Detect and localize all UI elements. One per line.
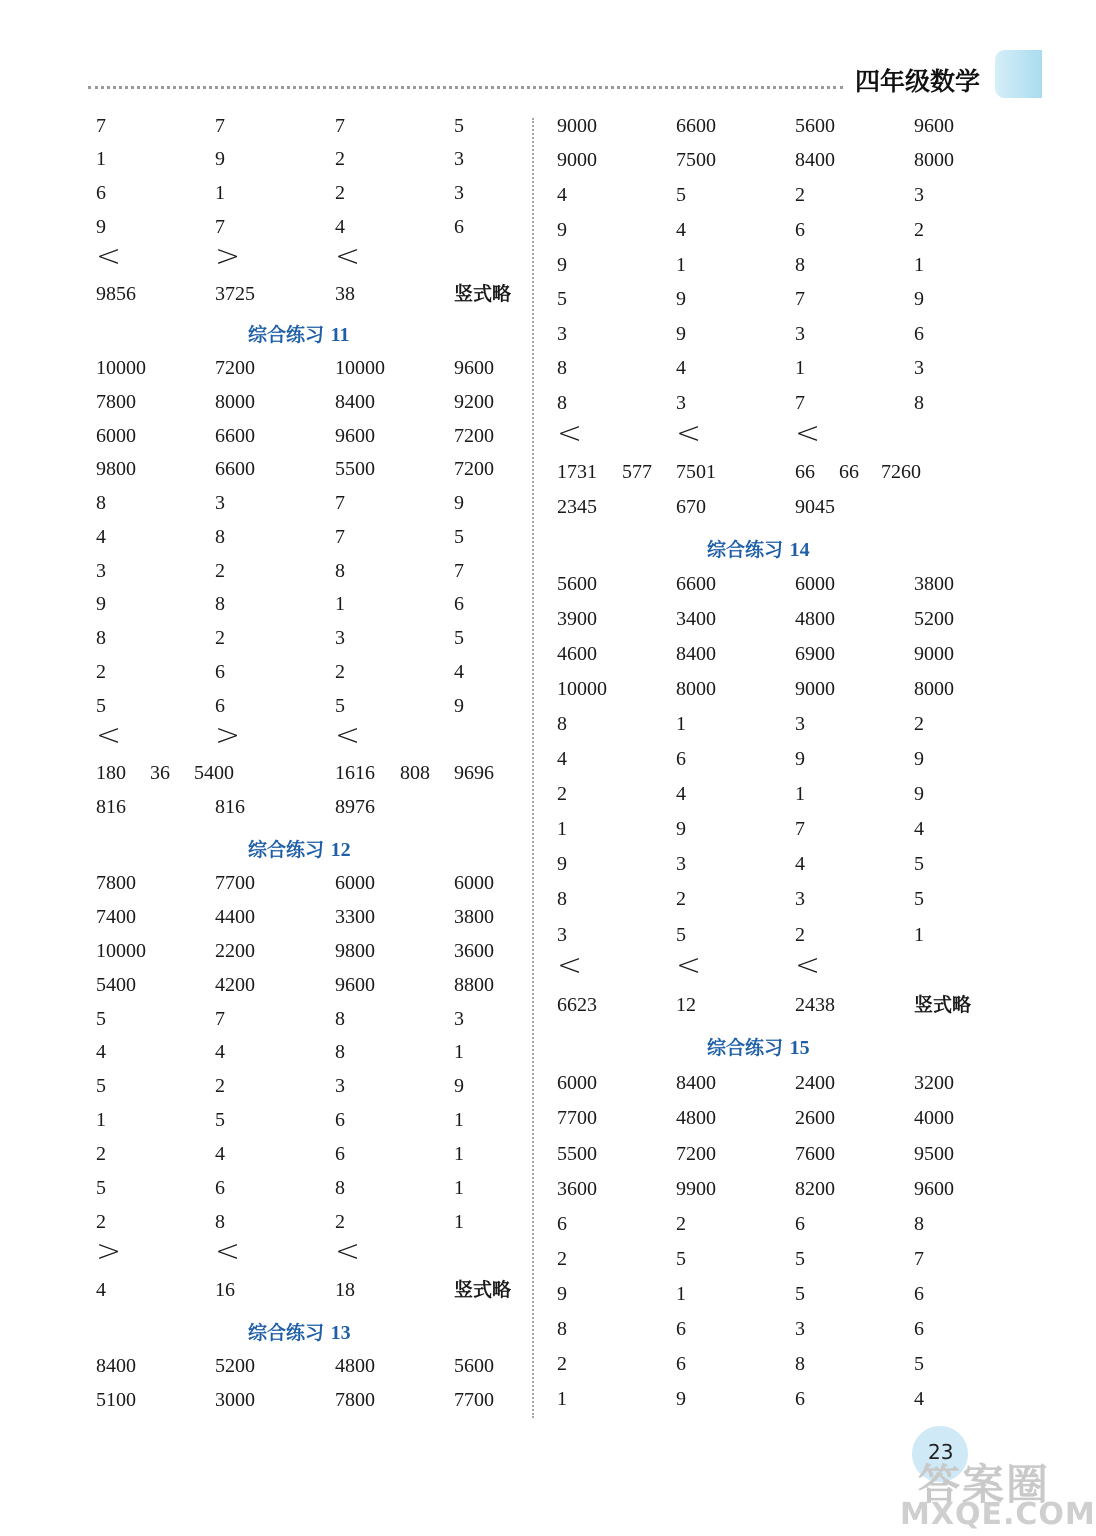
answer-cell: 5 bbox=[96, 1177, 106, 1199]
answer-cell: 1731 bbox=[557, 461, 597, 483]
answer-cell: 5 bbox=[454, 526, 464, 548]
answer-cell: 2 bbox=[96, 661, 106, 683]
answer-cell: 6 bbox=[676, 1318, 686, 1340]
answer-cell: 6 bbox=[454, 216, 464, 238]
answer-cell: 6 bbox=[454, 593, 464, 615]
answer-cell: 1 bbox=[454, 1211, 464, 1233]
answer-cell: 670 bbox=[676, 496, 706, 518]
answer-cell: 6 bbox=[557, 1213, 567, 1235]
answer-cell: 1 bbox=[335, 593, 345, 615]
answer-cell: 9500 bbox=[914, 1143, 954, 1165]
answer-cell: 7400 bbox=[96, 906, 136, 928]
answer-cell: 180 bbox=[96, 762, 126, 784]
answer-cell: 1 bbox=[676, 1283, 686, 1305]
answer-cell: 1 bbox=[676, 713, 686, 735]
answer-cell: 9600 bbox=[454, 357, 494, 379]
answer-cell: 6 bbox=[795, 219, 805, 241]
answer-cell: 3800 bbox=[914, 573, 954, 595]
section-title-label: 综合练习 bbox=[707, 1037, 784, 1059]
answer-cell: 5400 bbox=[96, 974, 136, 996]
answer-cell: 577 bbox=[622, 461, 652, 483]
answer-cell: 7 bbox=[335, 492, 345, 514]
answer-cell: 9 bbox=[676, 818, 686, 840]
answer-cell: 4 bbox=[914, 818, 924, 840]
section-title-label: 综合练习 bbox=[248, 324, 325, 346]
answer-cell: 2 bbox=[557, 783, 567, 805]
answer-cell: > bbox=[215, 239, 241, 274]
answer-cell: 8800 bbox=[454, 974, 494, 996]
answer-cell: 5 bbox=[454, 115, 464, 137]
answer-cell: 8400 bbox=[676, 643, 716, 665]
answer-cell: 8 bbox=[557, 357, 567, 379]
answer-cell: 3800 bbox=[454, 906, 494, 928]
answer-cell: 9800 bbox=[96, 458, 136, 480]
section-title bbox=[248, 835, 351, 862]
answer-cell: 4800 bbox=[676, 1107, 716, 1129]
answer-cell: 9696 bbox=[454, 762, 494, 784]
answer-cell: 9800 bbox=[335, 940, 375, 962]
answer-cell: 6 bbox=[335, 1143, 345, 1165]
answer-cell: 16 bbox=[215, 1279, 235, 1301]
answer-cell: < bbox=[557, 948, 583, 983]
answer-cell: 6600 bbox=[676, 573, 716, 595]
answer-cell: 9 bbox=[676, 288, 686, 310]
answer-cell: 816 bbox=[215, 796, 245, 818]
answer-cell: 3 bbox=[795, 323, 805, 345]
answer-cell: < bbox=[676, 416, 702, 451]
answer-cell: 7200 bbox=[215, 357, 255, 379]
answer-cell: 5 bbox=[795, 1248, 805, 1270]
answer-cell: 8 bbox=[215, 526, 225, 548]
answer-cell: 8976 bbox=[335, 796, 375, 818]
answer-cell: 2 bbox=[914, 713, 924, 735]
answer-cell: 9 bbox=[914, 748, 924, 770]
answer-cell: 816 bbox=[96, 796, 126, 818]
answer-cell: 7800 bbox=[335, 1389, 375, 1411]
answer-cell: < bbox=[215, 1234, 241, 1269]
answer-cell: 7800 bbox=[96, 391, 136, 413]
answer-cell: 4 bbox=[335, 216, 345, 238]
answer-cell: 3 bbox=[454, 148, 464, 170]
answer-cell: < bbox=[335, 718, 361, 753]
answer-cell: 2 bbox=[795, 184, 805, 206]
answer-cell: 7600 bbox=[795, 1143, 835, 1165]
answer-cell: 5 bbox=[676, 1248, 686, 1270]
answer-cell: 7200 bbox=[676, 1143, 716, 1165]
answer-cell: 8400 bbox=[676, 1072, 716, 1094]
answer-cell: 9 bbox=[557, 1283, 567, 1305]
answer-cell: 9900 bbox=[676, 1178, 716, 1200]
answer-cell: 6 bbox=[676, 1353, 686, 1375]
answer-cell: 8 bbox=[914, 1213, 924, 1235]
answer-cell: 1 bbox=[96, 1109, 106, 1131]
answer-cell: 4 bbox=[215, 1041, 225, 1063]
answer-cell: 6000 bbox=[335, 872, 375, 894]
answer-cell: 8400 bbox=[96, 1355, 136, 1377]
answer-cell: 3 bbox=[454, 182, 464, 204]
answer-cell: 6600 bbox=[676, 115, 716, 137]
answer-cell: 7 bbox=[795, 288, 805, 310]
answer-cell: 8 bbox=[557, 713, 567, 735]
answer-cell: 4800 bbox=[795, 608, 835, 630]
answer-cell: 8200 bbox=[795, 1178, 835, 1200]
answer-cell: 6900 bbox=[795, 643, 835, 665]
answer-cell: 8 bbox=[335, 560, 345, 582]
answer-cell: 7 bbox=[795, 818, 805, 840]
answer-cell: 9000 bbox=[914, 643, 954, 665]
watermark-url: MXQE.COM bbox=[900, 1497, 1096, 1532]
answer-cell: 5 bbox=[454, 627, 464, 649]
answer-cell: 5600 bbox=[557, 573, 597, 595]
answer-cell: 3 bbox=[795, 888, 805, 910]
answer-cell: 8 bbox=[557, 1318, 567, 1340]
answer-cell: 3400 bbox=[676, 608, 716, 630]
answer-cell: 7200 bbox=[454, 425, 494, 447]
answer-cell: 2 bbox=[676, 1213, 686, 1235]
answer-cell: 3 bbox=[914, 357, 924, 379]
answer-cell: 竖式略 bbox=[914, 994, 972, 1016]
answer-cell: 8 bbox=[215, 593, 225, 615]
answer-cell: 7700 bbox=[215, 872, 255, 894]
answer-cell: 2 bbox=[335, 1211, 345, 1233]
answer-cell: 7 bbox=[795, 392, 805, 414]
answer-cell: 9600 bbox=[335, 974, 375, 996]
answer-cell: 7260 bbox=[881, 461, 921, 483]
answer-cell: 5 bbox=[335, 695, 345, 717]
answer-cell: 9600 bbox=[914, 115, 954, 137]
answer-cell: 9000 bbox=[795, 678, 835, 700]
answer-cell: 5 bbox=[557, 288, 567, 310]
answer-cell: 6000 bbox=[96, 425, 136, 447]
answer-cell: 3 bbox=[215, 492, 225, 514]
answer-cell: 38 bbox=[335, 283, 355, 305]
answer-cell: 3 bbox=[795, 713, 805, 735]
answer-cell: 6 bbox=[96, 182, 106, 204]
header-title: 四年级数学 bbox=[855, 67, 981, 96]
answer-cell: 3 bbox=[335, 1075, 345, 1097]
answer-cell: 7 bbox=[454, 560, 464, 582]
answer-cell: 6 bbox=[914, 1283, 924, 1305]
answer-cell: 8 bbox=[335, 1008, 345, 1030]
answer-cell: 2 bbox=[215, 627, 225, 649]
answer-cell: 5 bbox=[96, 1075, 106, 1097]
section-title bbox=[707, 535, 810, 562]
section-title-number: 12 bbox=[330, 839, 351, 861]
answer-cell: 3000 bbox=[215, 1389, 255, 1411]
answer-cell: 6000 bbox=[454, 872, 494, 894]
answer-cell: 3 bbox=[96, 560, 106, 582]
answer-cell: 2 bbox=[557, 1248, 567, 1270]
section-title-label: 综合练习 bbox=[248, 1322, 325, 1344]
answer-cell: 2345 bbox=[557, 496, 597, 518]
answer-cell: 3 bbox=[676, 853, 686, 875]
answer-cell: 4 bbox=[96, 526, 106, 548]
answer-cell: < bbox=[557, 416, 583, 451]
section-title-number: 14 bbox=[789, 539, 810, 561]
answer-cell: 6600 bbox=[215, 458, 255, 480]
answer-cell: 9 bbox=[454, 1075, 464, 1097]
answer-cell: 1 bbox=[454, 1143, 464, 1165]
answer-cell: 4 bbox=[795, 853, 805, 875]
answer-cell: 4 bbox=[215, 1143, 225, 1165]
answer-cell: 9600 bbox=[914, 1178, 954, 1200]
answer-cell: 9600 bbox=[335, 425, 375, 447]
answer-cell: 7800 bbox=[96, 872, 136, 894]
answer-cell: < bbox=[96, 239, 122, 274]
answer-cell: 9 bbox=[215, 148, 225, 170]
answer-cell: 6 bbox=[914, 1318, 924, 1340]
answer-cell: 4 bbox=[676, 219, 686, 241]
section-title bbox=[248, 320, 350, 347]
answer-cell: 5 bbox=[914, 888, 924, 910]
answer-cell: 1 bbox=[795, 357, 805, 379]
answer-cell: 5500 bbox=[335, 458, 375, 480]
answer-cell: 8400 bbox=[335, 391, 375, 413]
answer-cell: 2 bbox=[335, 182, 345, 204]
section-title-label: 综合练习 bbox=[248, 839, 325, 861]
answer-cell: 10000 bbox=[96, 357, 146, 379]
answer-cell: 8 bbox=[215, 1211, 225, 1233]
answer-cell: 2 bbox=[335, 661, 345, 683]
answer-cell: 9 bbox=[914, 288, 924, 310]
answer-cell: 9 bbox=[557, 853, 567, 875]
section-title-number: 11 bbox=[330, 324, 350, 346]
answer-cell: 3200 bbox=[914, 1072, 954, 1094]
answer-cell: 8 bbox=[795, 254, 805, 276]
answer-cell: 2 bbox=[215, 560, 225, 582]
answer-cell: 2 bbox=[96, 1143, 106, 1165]
answer-cell: 8 bbox=[914, 392, 924, 414]
answer-cell: 3 bbox=[795, 1318, 805, 1340]
answer-cell: 9 bbox=[96, 593, 106, 615]
answer-cell: 6 bbox=[215, 1177, 225, 1199]
answer-cell: 5 bbox=[96, 1008, 106, 1030]
answer-cell: 2438 bbox=[795, 994, 835, 1016]
answer-cell: 5600 bbox=[454, 1355, 494, 1377]
answer-cell: 8000 bbox=[676, 678, 716, 700]
answer-cell: 1 bbox=[914, 254, 924, 276]
watermark-logo: 答案圈 bbox=[918, 1460, 1051, 1509]
answer-cell: 6 bbox=[335, 1109, 345, 1131]
answer-cell: 4000 bbox=[914, 1107, 954, 1129]
answer-cell: 2 bbox=[557, 1353, 567, 1375]
answer-cell: 6000 bbox=[795, 573, 835, 595]
column-divider bbox=[532, 118, 534, 1418]
answer-cell: 4 bbox=[914, 1388, 924, 1410]
answer-cell: 4 bbox=[557, 184, 567, 206]
answer-cell: 3600 bbox=[557, 1178, 597, 1200]
header-dotted-rule bbox=[88, 86, 843, 89]
answer-cell: 1 bbox=[557, 1388, 567, 1410]
answer-cell: 4200 bbox=[215, 974, 255, 996]
answer-cell: > bbox=[215, 718, 241, 753]
answer-cell: 竖式略 bbox=[454, 283, 512, 305]
answer-cell: 3 bbox=[676, 392, 686, 414]
answer-cell: 6600 bbox=[215, 425, 255, 447]
answer-cell: < bbox=[795, 948, 821, 983]
answer-cell: 1 bbox=[96, 148, 106, 170]
answer-cell: 66 bbox=[795, 461, 815, 483]
answer-cell: 5 bbox=[795, 1283, 805, 1305]
answer-cell: 5400 bbox=[194, 762, 234, 784]
answer-cell: 18 bbox=[335, 1279, 355, 1301]
answer-cell: 5600 bbox=[795, 115, 835, 137]
answer-cell: 5 bbox=[676, 924, 686, 946]
answer-cell: 5 bbox=[914, 853, 924, 875]
answer-cell: 9 bbox=[96, 216, 106, 238]
answer-cell: 9 bbox=[795, 748, 805, 770]
answer-cell: 3 bbox=[557, 924, 567, 946]
answer-cell: 4 bbox=[96, 1279, 106, 1301]
answer-cell: < bbox=[335, 239, 361, 274]
answer-cell: 9045 bbox=[795, 496, 835, 518]
answer-cell: 2 bbox=[335, 148, 345, 170]
answer-cell: 12 bbox=[676, 994, 696, 1016]
answer-cell: 10000 bbox=[335, 357, 385, 379]
answer-cell: 2400 bbox=[795, 1072, 835, 1094]
answer-cell: 8 bbox=[96, 492, 106, 514]
section-title-number: 13 bbox=[330, 1322, 351, 1344]
answer-cell: 5 bbox=[676, 184, 686, 206]
answer-cell: 3 bbox=[557, 323, 567, 345]
answer-cell: 7 bbox=[335, 115, 345, 137]
section-title bbox=[707, 1033, 810, 1060]
answer-cell: 7 bbox=[215, 115, 225, 137]
answer-cell: 5200 bbox=[215, 1355, 255, 1377]
answer-cell: 5500 bbox=[557, 1143, 597, 1165]
answer-cell: 1 bbox=[676, 254, 686, 276]
answer-cell: 9000 bbox=[557, 115, 597, 137]
answer-cell: 1 bbox=[557, 818, 567, 840]
answer-cell: 6 bbox=[676, 748, 686, 770]
answer-cell: 7500 bbox=[676, 149, 716, 171]
answer-cell: 3600 bbox=[454, 940, 494, 962]
answer-cell: 8400 bbox=[795, 149, 835, 171]
answer-cell: 2 bbox=[795, 924, 805, 946]
answer-cell: 4 bbox=[96, 1041, 106, 1063]
answer-cell: 竖式略 bbox=[454, 1279, 512, 1301]
answer-cell: 1 bbox=[454, 1177, 464, 1199]
answer-cell: 1 bbox=[795, 783, 805, 805]
answer-cell: 4 bbox=[676, 783, 686, 805]
answer-cell: 7 bbox=[96, 115, 106, 137]
answer-cell: 3 bbox=[454, 1008, 464, 1030]
answer-cell: 7 bbox=[215, 216, 225, 238]
answer-cell: 6000 bbox=[557, 1072, 597, 1094]
answer-cell: 9 bbox=[676, 1388, 686, 1410]
answer-cell: 8000 bbox=[215, 391, 255, 413]
answer-cell: 8 bbox=[795, 1353, 805, 1375]
answer-cell: 2600 bbox=[795, 1107, 835, 1129]
answer-cell: 9000 bbox=[557, 149, 597, 171]
answer-cell: 3 bbox=[914, 184, 924, 206]
answer-cell: 9200 bbox=[454, 391, 494, 413]
answer-cell: 9 bbox=[454, 695, 464, 717]
answer-cell: 4 bbox=[676, 357, 686, 379]
section-title bbox=[248, 1318, 351, 1345]
header-tab-decoration bbox=[995, 50, 1042, 98]
answer-cell: 8000 bbox=[914, 149, 954, 171]
answer-cell: < bbox=[335, 1234, 361, 1269]
answer-cell: 7700 bbox=[557, 1107, 597, 1129]
answer-cell: 7200 bbox=[454, 458, 494, 480]
page-number: 23 bbox=[928, 1440, 954, 1464]
answer-cell: 8 bbox=[335, 1041, 345, 1063]
answer-cell: 808 bbox=[400, 762, 430, 784]
answer-cell: 3 bbox=[335, 627, 345, 649]
answer-cell: > bbox=[96, 1234, 122, 1269]
answer-cell: 6623 bbox=[557, 994, 597, 1016]
answer-cell: 3725 bbox=[215, 283, 255, 305]
answer-cell: 10000 bbox=[557, 678, 607, 700]
answer-cell: 7700 bbox=[454, 1389, 494, 1411]
answer-cell: 1 bbox=[454, 1109, 464, 1131]
answer-cell: 1616 bbox=[335, 762, 375, 784]
answer-cell: 2200 bbox=[215, 940, 255, 962]
answer-cell: 6 bbox=[795, 1213, 805, 1235]
answer-cell: 8 bbox=[557, 392, 567, 414]
answer-cell: 4800 bbox=[335, 1355, 375, 1377]
answer-cell: 8 bbox=[557, 888, 567, 910]
section-title-number: 15 bbox=[789, 1037, 810, 1059]
answer-cell: 3900 bbox=[557, 608, 597, 630]
answer-cell: 9856 bbox=[96, 283, 136, 305]
answer-cell: 6 bbox=[795, 1388, 805, 1410]
answer-cell: 4 bbox=[454, 661, 464, 683]
answer-cell: 6 bbox=[215, 695, 225, 717]
answer-cell: 8 bbox=[335, 1177, 345, 1199]
answer-cell: 7 bbox=[215, 1008, 225, 1030]
answer-cell: 7 bbox=[335, 526, 345, 548]
section-title-label: 综合练习 bbox=[707, 539, 784, 561]
answer-cell: 4600 bbox=[557, 643, 597, 665]
answer-cell: 1 bbox=[454, 1041, 464, 1063]
answer-cell: 5 bbox=[215, 1109, 225, 1131]
answer-cell: 10000 bbox=[96, 940, 146, 962]
answer-cell: 2 bbox=[676, 888, 686, 910]
answer-cell: 3300 bbox=[335, 906, 375, 928]
answer-cell: 5 bbox=[914, 1353, 924, 1375]
answer-cell: 2 bbox=[96, 1211, 106, 1233]
answer-cell: < bbox=[676, 948, 702, 983]
answer-cell: 1 bbox=[914, 924, 924, 946]
answer-cell: 5200 bbox=[914, 608, 954, 630]
answer-cell: 66 bbox=[839, 461, 859, 483]
answer-cell: 7 bbox=[914, 1248, 924, 1270]
answer-cell: < bbox=[96, 718, 122, 753]
answer-cell: 8 bbox=[96, 627, 106, 649]
answer-cell: 9 bbox=[914, 783, 924, 805]
answer-cell: 7501 bbox=[676, 461, 716, 483]
answer-cell: 2 bbox=[215, 1075, 225, 1097]
answer-cell: 4400 bbox=[215, 906, 255, 928]
answer-cell: 1 bbox=[215, 182, 225, 204]
answer-cell: 5100 bbox=[96, 1389, 136, 1411]
answer-cell: < bbox=[795, 416, 821, 451]
answer-cell: 9 bbox=[454, 492, 464, 514]
answer-cell: 9 bbox=[557, 254, 567, 276]
answer-cell: 36 bbox=[150, 762, 170, 784]
answer-cell: 9 bbox=[557, 219, 567, 241]
answer-cell: 5 bbox=[96, 695, 106, 717]
answer-cell: 6 bbox=[914, 323, 924, 345]
answer-cell: 4 bbox=[557, 748, 567, 770]
answer-cell: 2 bbox=[914, 219, 924, 241]
answer-cell: 6 bbox=[215, 661, 225, 683]
answer-cell: 9 bbox=[676, 323, 686, 345]
answer-cell: 8000 bbox=[914, 678, 954, 700]
